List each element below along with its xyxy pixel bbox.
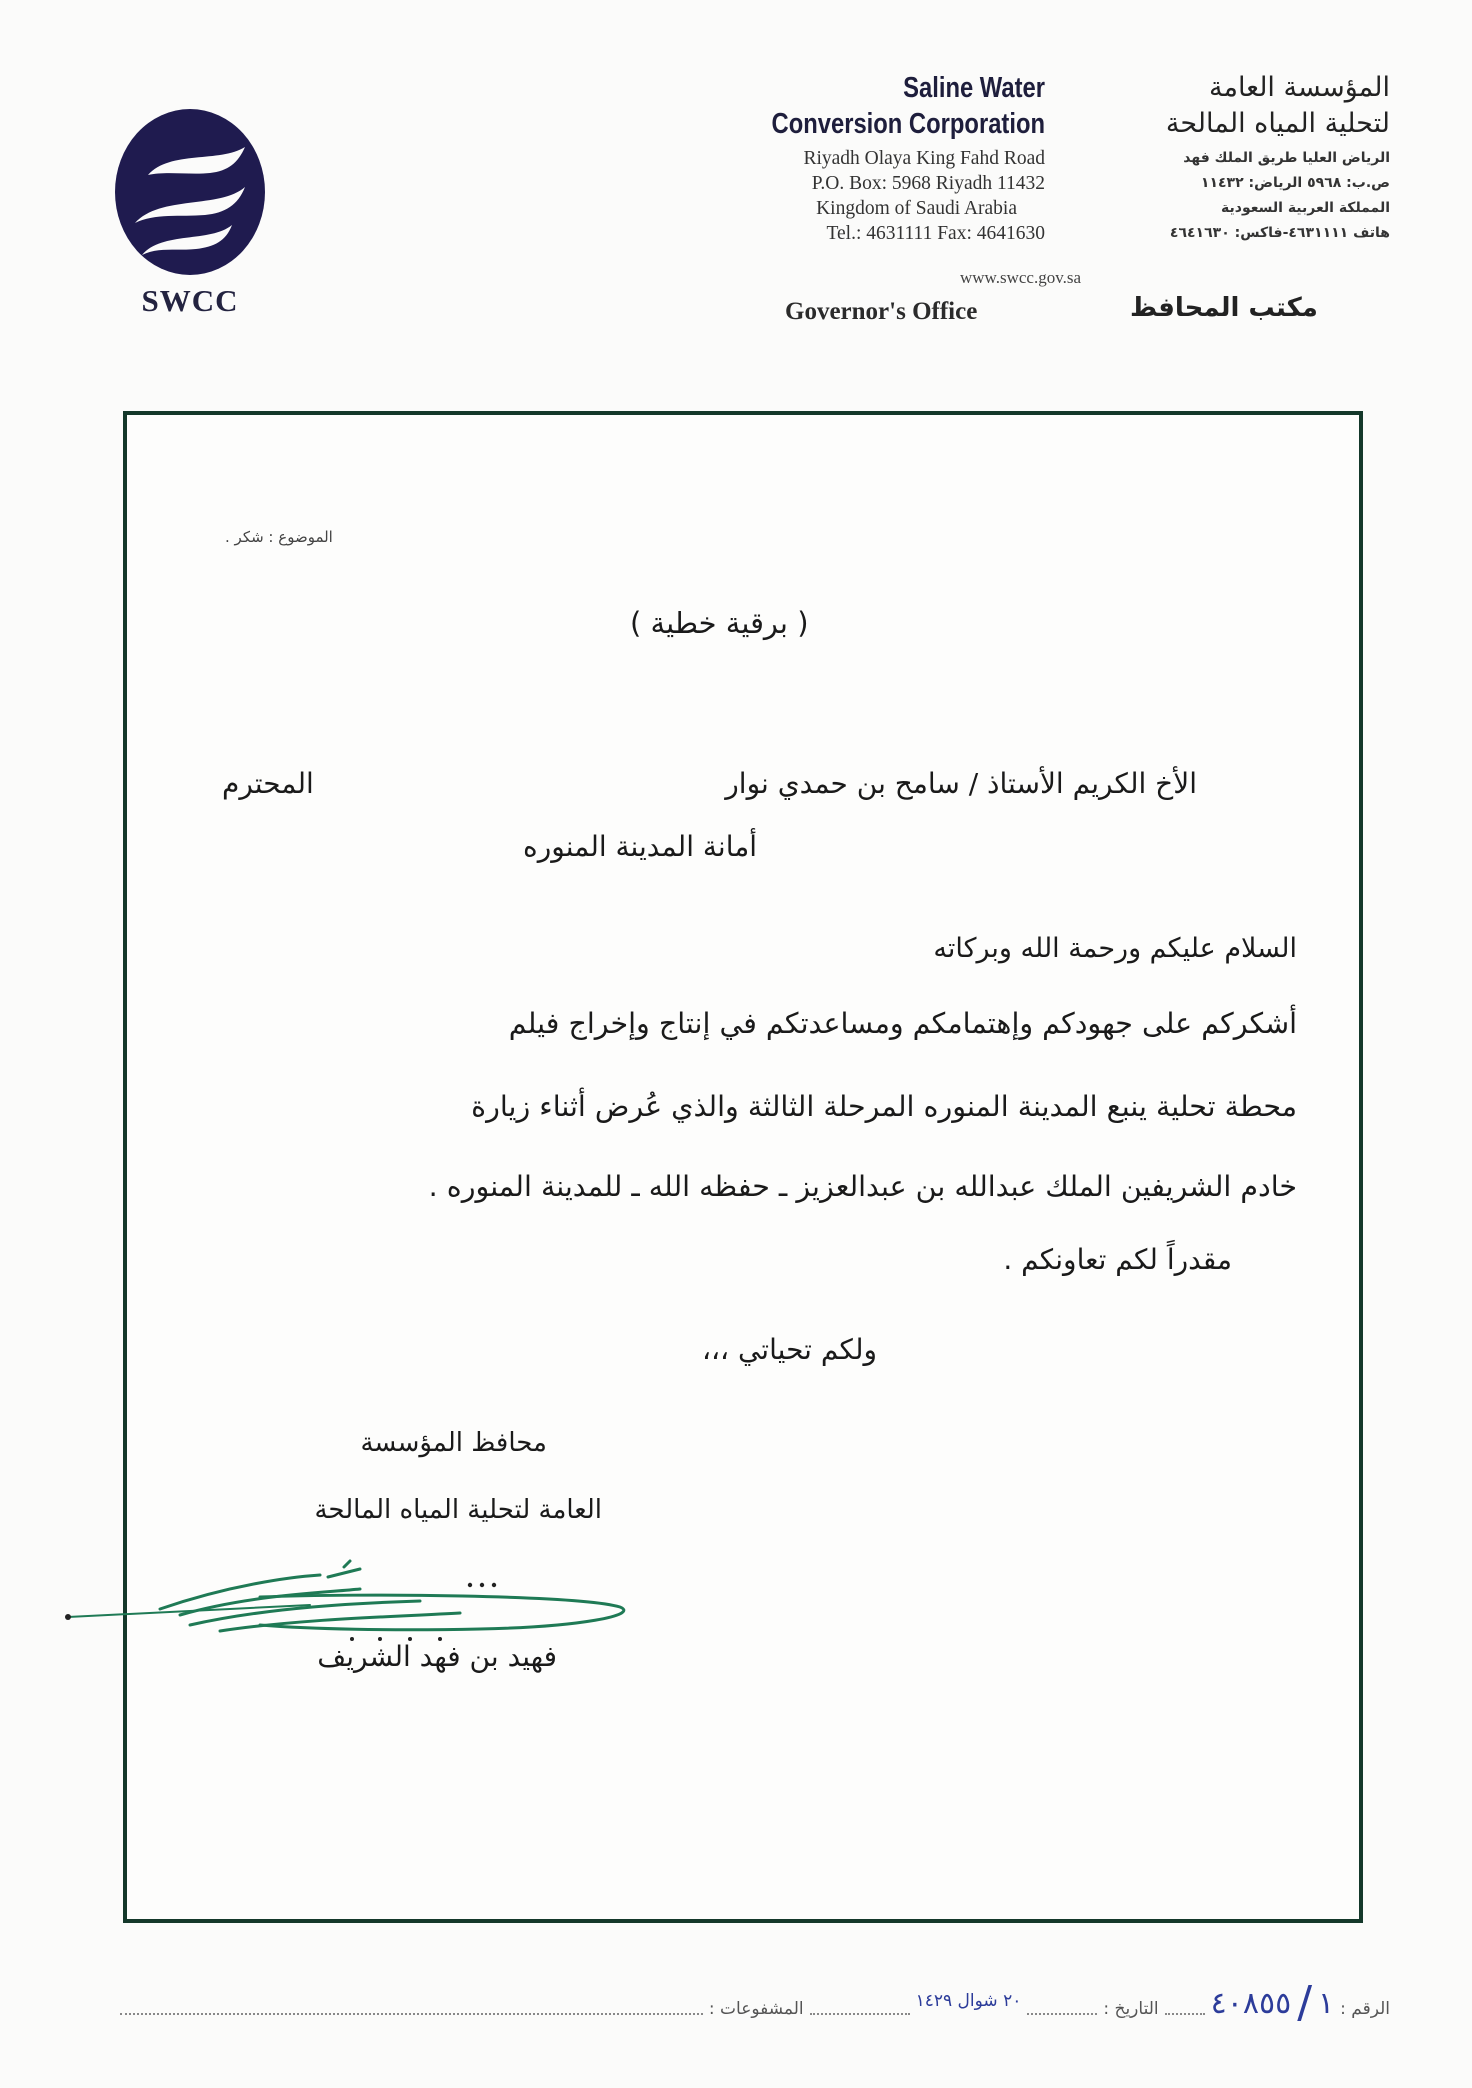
handwritten-signature-icon [60, 1555, 630, 1645]
reference-number-prefix: ١ [1318, 1986, 1335, 2021]
org-name-ar-line2: لتحلية المياه المالحة [1165, 108, 1390, 139]
signatory-title: محافظ المؤسسة [360, 1428, 547, 1458]
dotted-fill [810, 2007, 910, 2015]
letterhead-arabic [1060, 70, 1390, 246]
website-link[interactable]: www.swcc.gov.sa [960, 268, 1082, 287]
org-name-en-line2: Conversion Corporation [771, 108, 1045, 140]
reference-row [120, 1975, 1390, 2028]
greeting: السلام عليكم ورحمة الله وبركاته [933, 933, 1297, 964]
recipient-organization: أمانة المدينة المنوره [523, 830, 757, 863]
recipient-name: الأخ الكريم الأستاذ / سامح بن حمدي نوار [725, 767, 1197, 800]
closing-line: ولكم تحياتي ،،، [701, 1333, 877, 1366]
address-ar-line: ص.ب: ٥٩٦٨ الرياض: ١١٤٣٢ [1200, 175, 1390, 191]
office-name-ar: مكتب المحافظ [1130, 293, 1318, 323]
dotted-fill [1165, 2007, 1205, 2015]
logo-text: SWCC [141, 283, 239, 318]
address-en-line: P.O. Box: 5968 Riyadh 11432 [811, 173, 1045, 194]
address-ar-line: المملكة العربية السعودية [1221, 200, 1390, 216]
body-paragraph-line: خادم الشريفين الملك عبدالله بن عبدالعزيز ـ حفظه الله ـ للمدينة المنوره . [428, 1170, 1297, 1203]
reference-date-value: ٢٠ شوال ١٤٢٩ [915, 1991, 1022, 2011]
swcc-waves-logo-icon [110, 105, 270, 280]
subject-line: الموضوع : شكر . [225, 528, 333, 546]
address-ar-line: الرياض العليا طريق الملك فهد [1183, 150, 1390, 166]
body-paragraph-line: أشكركم على جهودكم وإهتمامكم ومساعدتكم في إنتاج وإخراج فيلم [508, 1007, 1297, 1040]
attachments-dotted-field [120, 2007, 703, 2015]
signatory-name: فهيد بن فهد الشريف [317, 1640, 557, 1673]
address-en-line: Tel.: 4631111 Fax: 4641630 [826, 223, 1045, 244]
signatory-title: العامة لتحلية المياه المالحة [314, 1495, 602, 1525]
dotted-fill [1027, 2007, 1097, 2015]
letterhead-english [700, 70, 1045, 246]
signature [60, 1555, 630, 1645]
recipient-honorific: المحترم [222, 767, 314, 800]
appreciation-line: مقدراً لكم تعاونكم . [1003, 1243, 1232, 1276]
address-ar [1060, 146, 1390, 246]
address-en [700, 146, 1045, 246]
org-name-ar-line1: المؤسسة العامة [1209, 72, 1390, 103]
reference-date-label: التاريخ : [1103, 1999, 1159, 2019]
letter-type-heading: ( برقية خطية ) [630, 606, 809, 640]
swcc-logo [110, 105, 270, 325]
office-name-en: Governor's Office [785, 298, 978, 325]
address-en-line: Kingdom of Saudi Arabia [816, 198, 1017, 219]
body-paragraph-line: محطة تحلية ينبع المدينة المنوره المرحلة الثالثة والذي عُرض أثناء زيارة [471, 1090, 1297, 1123]
address-ar-line: هاتف ٤٦٣١١١١-فاكس: ٤٦٤١٦٣٠ [1169, 225, 1390, 241]
reference-slash-mark: / [1297, 1977, 1313, 2028]
address-en-line: Riyadh Olaya King Fahd Road [803, 148, 1045, 169]
reference-number-value: ٤٠٨٥٥ [1210, 1986, 1292, 2021]
reference-number-label: الرقم : [1340, 1999, 1390, 2019]
org-name-en-line1: Saline Water [903, 72, 1045, 104]
attachments-label: المشفوعات : [708, 1999, 804, 2019]
